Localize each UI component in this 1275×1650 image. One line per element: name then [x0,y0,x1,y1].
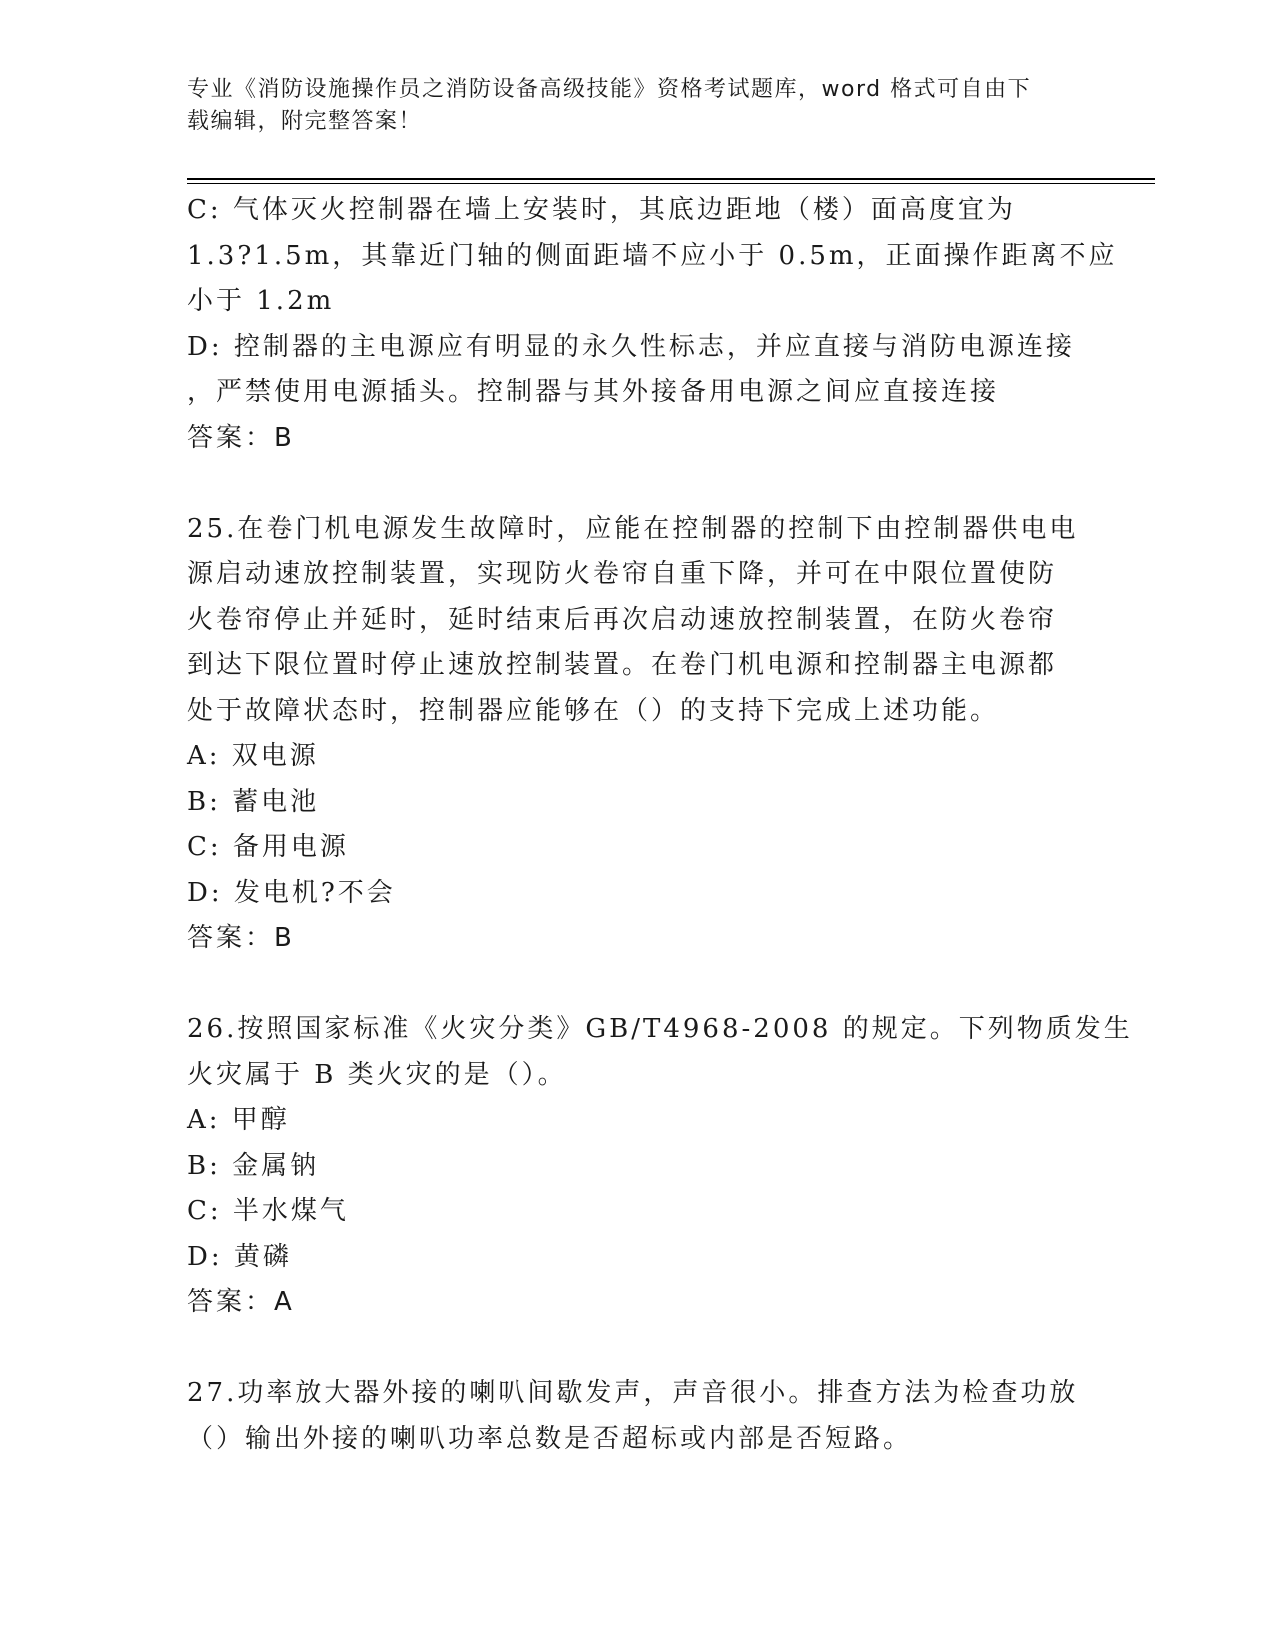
option-d-line: D: 控制器的主电源应有明显的永久性标志，并应直接与消防电源连接 [187,331,1075,362]
question-stem-line: 26.按照国家标准《火灾分类》GB/T4968-2008 的规定。下列物质发生 [187,1014,1133,1044]
header-line-1: 专业《消防设施操作员之消防设备高级技能》资格考试题库，word 格式可自由下 [187,77,1032,102]
header-divider-thick [187,178,1155,180]
option-d-line: ，严禁使用电源插头。控制器与其外接备用电源之间应直接连接 [187,377,1000,407]
question-stem-line: 火灾属于 B 类火灾的是（）。 [187,1059,567,1090]
question-stem-line: 27.功率放大器外接的喇叭间歇发声，声音很小。排查方法为检查功放 [187,1378,1079,1408]
header-divider-thin [187,183,1155,184]
question-24-tail [187,188,1118,461]
question-stem-line: 到达下限位置时停止速放控制装置。在卷门机电源和控制器主电源都 [187,650,1058,680]
question-stem-line: 处于故障状态时，控制器应能够在（）的支持下完成上述功能。 [187,695,1000,726]
option-c: C: 备用电源 [187,832,349,862]
option-d: D: 发电机?不会 [187,877,396,908]
option-d: D: 黄磷 [187,1241,292,1272]
option-c: C: 半水煤气 [187,1196,349,1226]
document-header [187,74,1087,138]
question-stem-line: （）输出外接的喇叭功率总数是否超标或内部是否短路。 [187,1423,913,1454]
question-26 [187,1007,1133,1326]
answer-line: 答案：B [187,923,295,953]
option-c-line: C: 气体灭火控制器在墙上安装时，其底边距地（楼）面高度宜为 [187,195,1016,225]
answer-line: 答案：B [187,422,295,453]
header-line-2: 载编辑，附完整答案！ [187,109,423,134]
question-25 [187,507,1077,962]
option-c-line: 1.3?1.5m，其靠近门轴的侧面距墙不应小于 0.5m，正面操作距离不应 [187,240,1118,271]
option-b: B: 蓄电池 [187,786,320,817]
option-b: B: 金属钠 [187,1150,320,1181]
option-a: A: 甲醇 [187,1105,290,1135]
option-c-line: 小于 1.2m [187,286,335,316]
question-stem-line: 火卷帘停止并延时，延时结束后再次启动速放控制装置，在防火卷帘 [187,604,1058,635]
question-27 [187,1371,1077,1462]
option-a: A: 双电源 [187,741,319,771]
answer-line: 答案：A [187,1287,295,1317]
question-stem-line: 源启动速放控制装置，实现防火卷帘自重下降，并可在中限位置使防 [187,559,1058,589]
question-stem-line: 25.在卷门机电源发生故障时，应能在控制器的控制下由控制器供电电 [187,513,1079,544]
document-body [187,188,1133,1462]
